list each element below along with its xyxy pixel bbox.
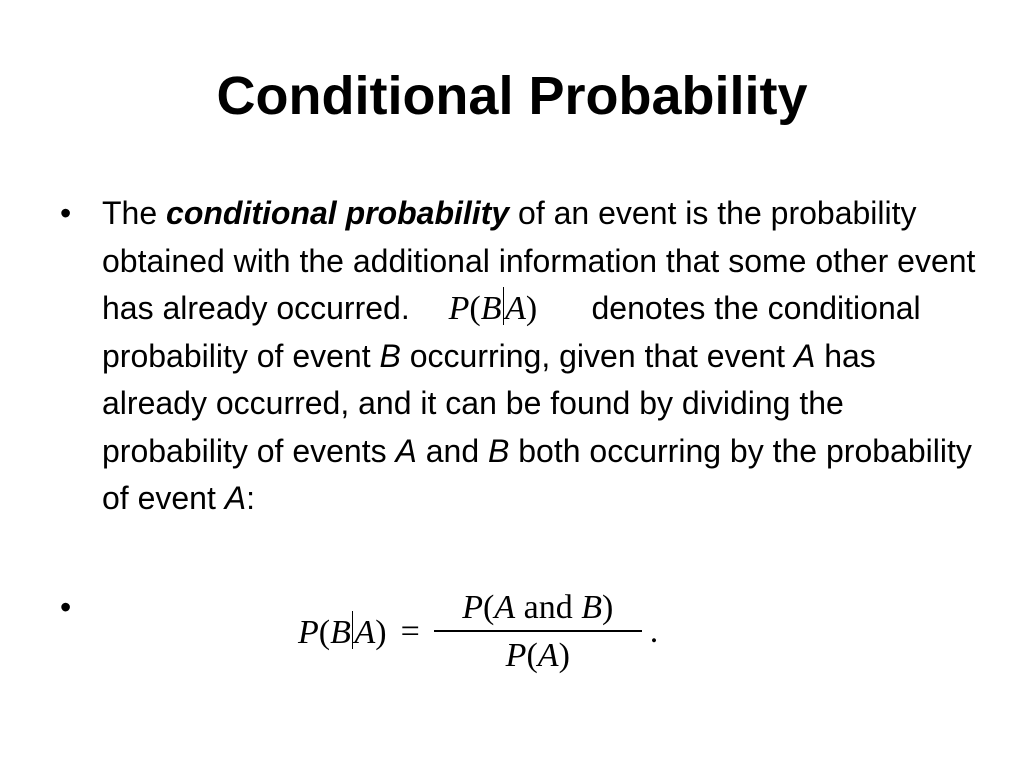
conditional-probability-formula <box>298 590 658 674</box>
paragraph-text-8: : <box>246 480 255 516</box>
var-b-2: B <box>488 432 510 469</box>
var-a: A <box>793 337 816 374</box>
formula-fraction <box>434 590 642 674</box>
paragraph-text-1: The <box>102 195 167 231</box>
paragraph-text-4: occurring, given that event <box>400 337 794 374</box>
formula-lhs: P(B A) <box>298 611 387 652</box>
var-a-3: A <box>224 480 247 516</box>
paragraph-text-6: and <box>416 432 489 469</box>
bullet-marker: • <box>60 589 72 625</box>
bullet-item-definition <box>58 190 978 523</box>
given-bar <box>503 287 505 325</box>
var-a-2: A <box>395 432 417 469</box>
paragraph-text-7: both occurring by the probability of event <box>102 432 972 516</box>
formula-period: . <box>649 612 659 650</box>
bullet-marker: • <box>60 195 72 231</box>
var-b: B <box>379 337 401 374</box>
bullet-item-formula <box>58 584 71 631</box>
paragraph-text-5: has already occurred, and it can be found by dividing the probability of events <box>102 337 876 469</box>
inline-formula: P(B A) <box>419 285 583 333</box>
fraction-denominator: P(A) <box>505 636 570 674</box>
term-conditional-probability: conditional probability <box>166 195 510 231</box>
fraction-numerator: P(A and B) <box>462 589 614 626</box>
equals-sign: = <box>400 612 420 650</box>
paragraph-text-3: denotes the conditional probability of event <box>102 290 921 374</box>
paragraph-text-2: of an event is the probability obtained with the additional information that some other event has already occurred. <box>102 195 976 326</box>
bullet-list <box>58 190 978 523</box>
slide-title: Conditional Probability <box>216 66 808 126</box>
